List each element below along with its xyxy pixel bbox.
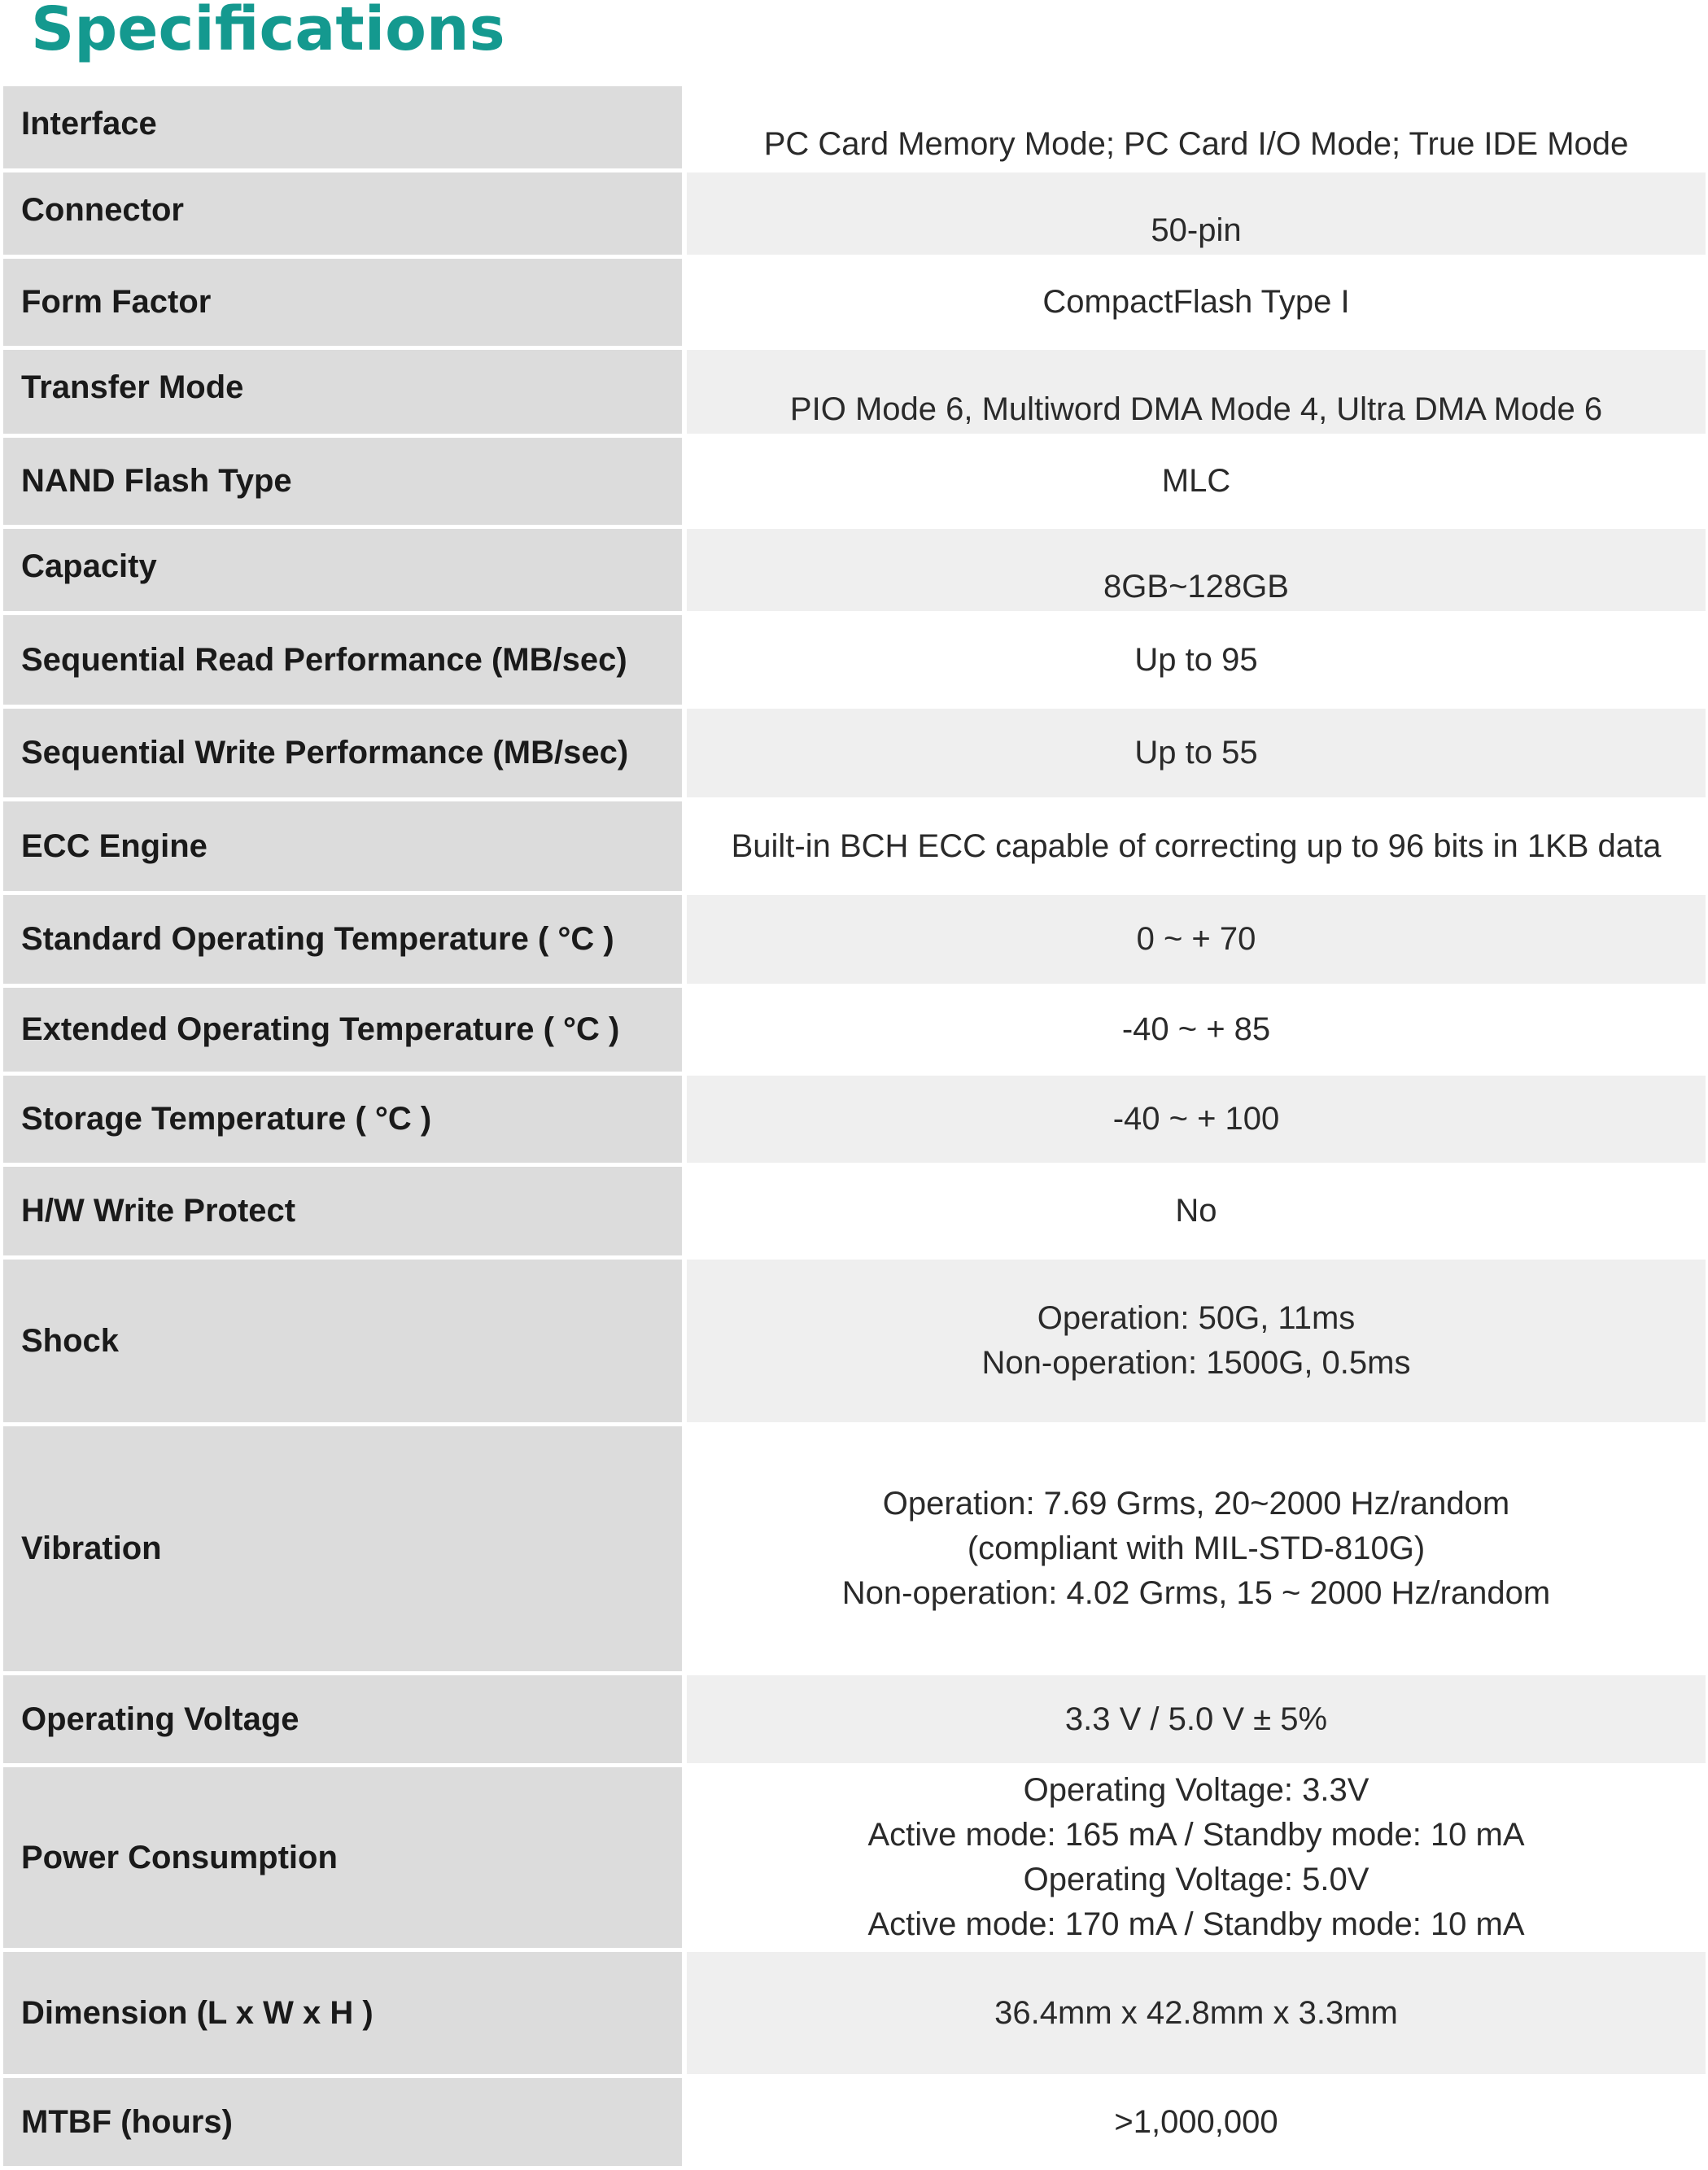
spec-row-connector	[3, 172, 1706, 259]
spec-row-ecc-engine	[3, 801, 1706, 895]
spec-value	[687, 615, 1706, 705]
spec-label: Extended Operating Temperature ( °C )	[3, 988, 682, 1072]
spec-label: Sequential Read Performance (MB/sec)	[3, 615, 682, 705]
spec-value	[687, 259, 1706, 346]
spec-value	[687, 988, 1706, 1072]
spec-value	[687, 895, 1706, 984]
spec-row-dimension	[3, 1952, 1706, 2078]
spec-label: Transfer Mode	[3, 350, 682, 434]
spec-row-extended-operating-temperature	[3, 988, 1706, 1076]
spec-label: Storage Temperature ( °C )	[3, 1076, 682, 1163]
spec-value-line: Built-in BCH ECC capable of correcting up to 96 bits in 1KB data	[731, 827, 1662, 864]
spec-label: Vibration	[3, 1426, 682, 1671]
spec-value-line: 3.3 V / 5.0 V ± 5%	[1064, 1701, 1328, 1737]
spec-value-line: 36.4mm x 42.8mm x 3.3mm	[994, 1994, 1398, 2031]
spec-value	[687, 709, 1706, 797]
spec-value-line: Non-operation: 4.02 Grms, 15 ~ 2000 Hz/random	[841, 1575, 1551, 1611]
spec-row-transfer-mode	[3, 350, 1706, 438]
spec-value	[687, 438, 1706, 525]
spec-row-standard-operating-temperature	[3, 895, 1706, 988]
spec-value-line: PC Card Memory Mode; PC Card I/O Mode; True IDE Mode	[763, 126, 1629, 162]
spec-label: H/W Write Protect	[3, 1167, 682, 1255]
spec-label: Standard Operating Temperature ( °C )	[3, 895, 682, 984]
spec-value	[687, 86, 1706, 168]
spec-value-line: PIO Mode 6, Multiword DMA Mode 4, Ultra DMA Mode 6	[789, 391, 1603, 427]
spec-label: MTBF (hours)	[3, 2078, 682, 2166]
spec-value-line: Up to 95	[1134, 641, 1258, 678]
spec-row-storage-temperature	[3, 1076, 1706, 1167]
spec-label: Operating Voltage	[3, 1675, 682, 1763]
spec-value-line: -40 ~ + 100	[1112, 1101, 1280, 1137]
spec-table	[3, 86, 1706, 2170]
spec-value-line: 8GB~128GB	[1103, 569, 1289, 605]
spec-value-line: Active mode: 170 mA / Standby mode: 10 mA	[867, 1906, 1525, 1942]
spec-label: Shock	[3, 1260, 682, 1422]
spec-row-sequential-write	[3, 709, 1706, 801]
spec-row-mtbf	[3, 2078, 1706, 2170]
spec-value-line: MLC	[1161, 463, 1231, 499]
spec-label: Connector	[3, 172, 682, 255]
spec-value-line: Non-operation: 1500G, 0.5ms	[981, 1345, 1411, 1381]
spec-value	[687, 1426, 1706, 1671]
spec-label: Form Factor	[3, 259, 682, 346]
spec-value	[687, 801, 1706, 891]
spec-row-form-factor	[3, 259, 1706, 350]
spec-value-line: 50-pin	[1151, 212, 1242, 248]
spec-value	[687, 350, 1706, 434]
spec-value	[687, 2078, 1706, 2166]
spec-label: Dimension (L x W x H )	[3, 1952, 682, 2074]
spec-value-line: Operating Voltage: 3.3V	[1023, 1772, 1369, 1808]
spec-label: ECC Engine	[3, 801, 682, 891]
page-title: Specifications	[31, 0, 505, 64]
spec-row-interface	[3, 86, 1706, 172]
spec-value	[687, 1167, 1706, 1255]
spec-value	[687, 1076, 1706, 1163]
spec-row-vibration	[3, 1426, 1706, 1675]
spec-label: Interface	[3, 86, 682, 168]
spec-value-line: >1,000,000	[1114, 2103, 1278, 2140]
spec-value	[687, 1767, 1706, 1948]
spec-label: Sequential Write Performance (MB/sec)	[3, 709, 682, 797]
spec-value	[687, 1260, 1706, 1422]
spec-value-line: (compliant with MIL-STD-810G)	[967, 1530, 1426, 1566]
spec-label: NAND Flash Type	[3, 438, 682, 525]
spec-value-line: Active mode: 165 mA / Standby mode: 10 mA	[867, 1817, 1525, 1853]
spec-value-line: CompactFlash Type I	[1042, 284, 1350, 320]
spec-value-line: Operation: 50G, 11ms	[1037, 1300, 1356, 1336]
spec-row-nand-flash-type	[3, 438, 1706, 529]
spec-row-shock	[3, 1260, 1706, 1426]
spec-value	[687, 1675, 1706, 1763]
spec-value-line: -40 ~ + 85	[1121, 1011, 1271, 1047]
spec-value-line: Operating Voltage: 5.0V	[1023, 1862, 1369, 1897]
spec-label: Capacity	[3, 529, 682, 611]
spec-row-capacity	[3, 529, 1706, 615]
spec-value	[687, 1952, 1706, 2074]
spec-row-operating-voltage	[3, 1675, 1706, 1767]
spec-value	[687, 529, 1706, 611]
spec-value-line: Up to 55	[1134, 735, 1258, 771]
spec-row-power-consumption	[3, 1767, 1706, 1952]
spec-row-sequential-read	[3, 615, 1706, 709]
spec-value-line: Operation: 7.69 Grms, 20~2000 Hz/random	[882, 1486, 1510, 1522]
spec-label: Power Consumption	[3, 1767, 682, 1948]
spec-value-line: No	[1175, 1193, 1217, 1229]
spec-row-hw-write-protect	[3, 1167, 1706, 1260]
spec-value	[687, 172, 1706, 255]
spec-value-line: 0 ~ + 70	[1136, 921, 1256, 957]
